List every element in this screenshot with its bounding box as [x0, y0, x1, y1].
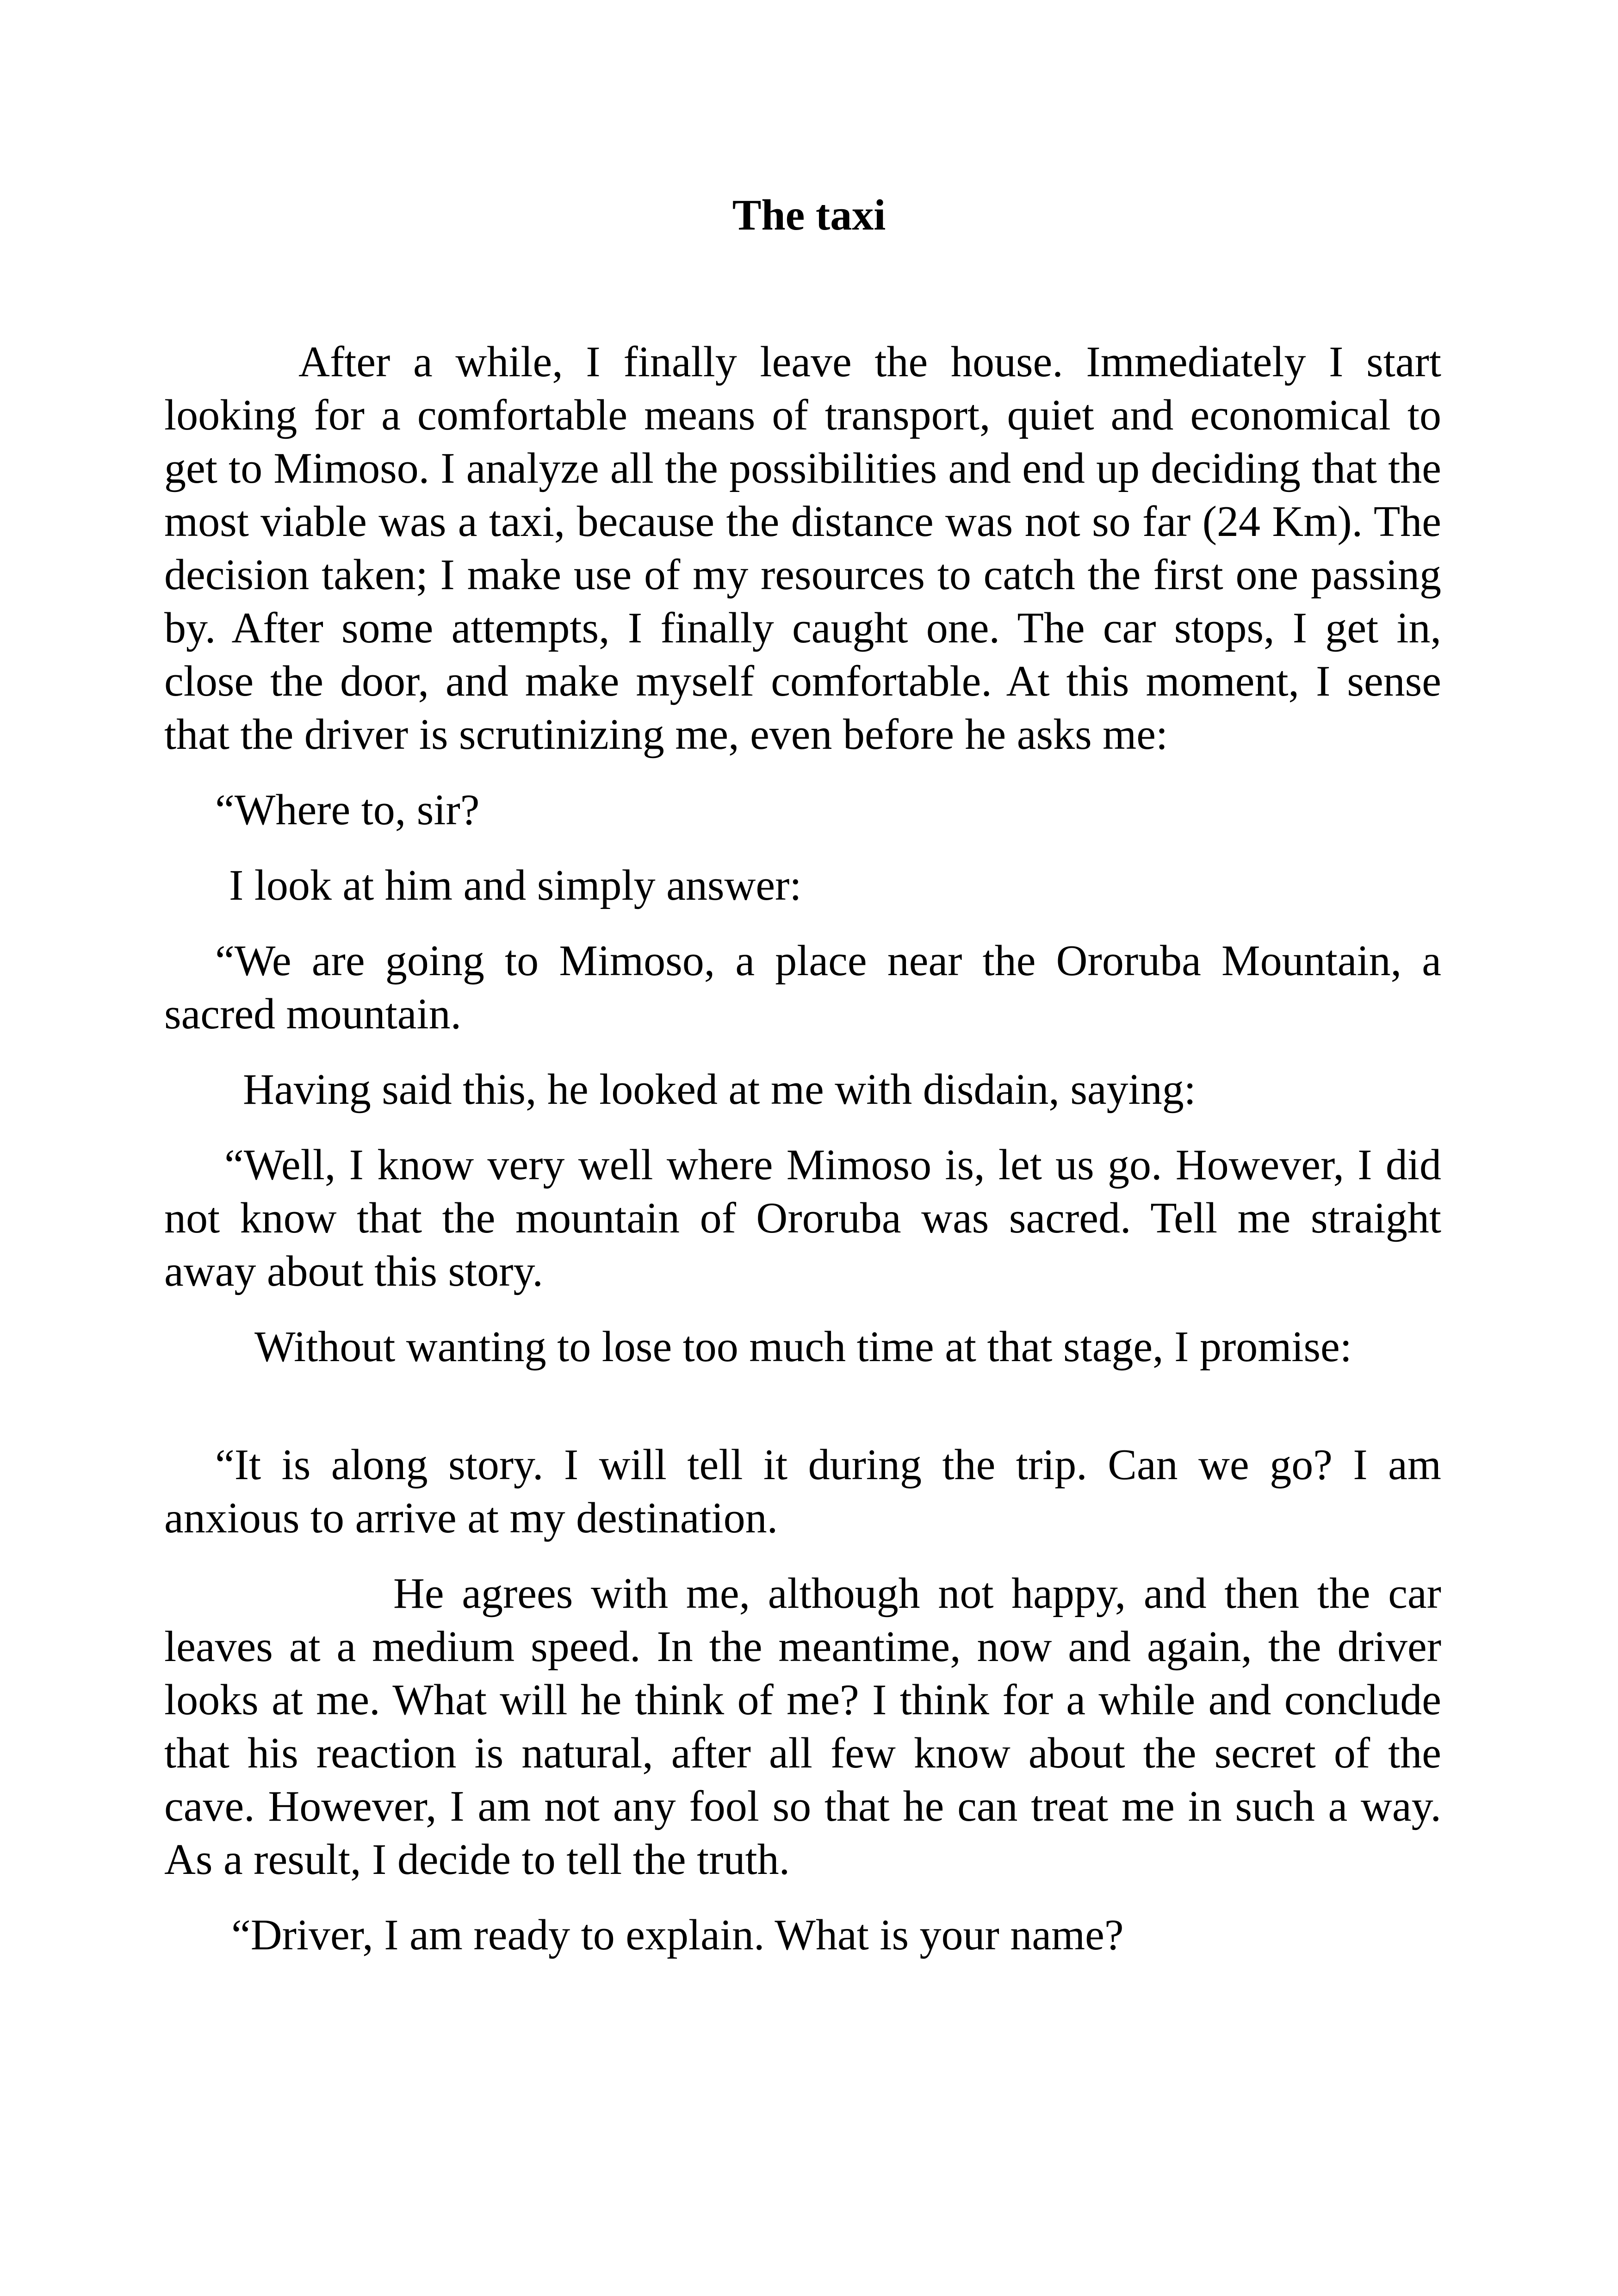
paragraph-9: He agrees with me, although not happy, and then the car leaves at a medium speed. In the meantime, now and again, the driver looks at me. What will he think of me? I think for a while and conclude that his reaction is natural, after all few know about the secret of the cave. However, I am not any fool so that he can treat me in such a way. As a result, I decide to tell the truth.	[164, 1569, 1441, 1884]
body-text	[164, 336, 1441, 1962]
paragraph-6: “Well, I know very well where Mimoso is, let us go. However, I did not know that the mountain of Ororuba was sacred. Tell me straight away about this story.	[164, 1141, 1441, 1295]
page-title: The taxi	[732, 191, 886, 239]
paragraph-2: “Where to, sir?	[215, 786, 480, 834]
paragraph-5: Having said this, he looked at me with disdain, saying:	[243, 1065, 1196, 1114]
paragraph-3: I look at him and simply answer:	[229, 861, 802, 909]
paragraph-4: “We are going to Mimoso, a place near the Ororuba Mountain, a sacred mountain.	[164, 937, 1441, 1038]
paragraph-10: “Driver, I am ready to explain. What is your name?	[231, 1911, 1124, 1959]
paragraph-8: “It is along story. I will tell it during the trip. Can we go? I am anxious to arrive at my destination.	[164, 1441, 1441, 1542]
paragraph-1: After a while, I finally leave the house. Immediately I start looking for a comfortable means of transport, quiet and economical to get to Mimoso. I analyze all the possibilities and end up deciding that the most viable was a taxi, because the distance was not so far (24 Km). The decision taken; I make use of my resources to catch the first one passing by. After some attempts, I finally caught one. The car stops, I get in, close the door, and make myself comfortable. At this moment, I sense that the driver is scrutinizing me, even before he asks me:	[164, 338, 1441, 759]
paragraph-7: Without wanting to lose too much time at that stage, I promise:	[254, 1323, 1352, 1371]
